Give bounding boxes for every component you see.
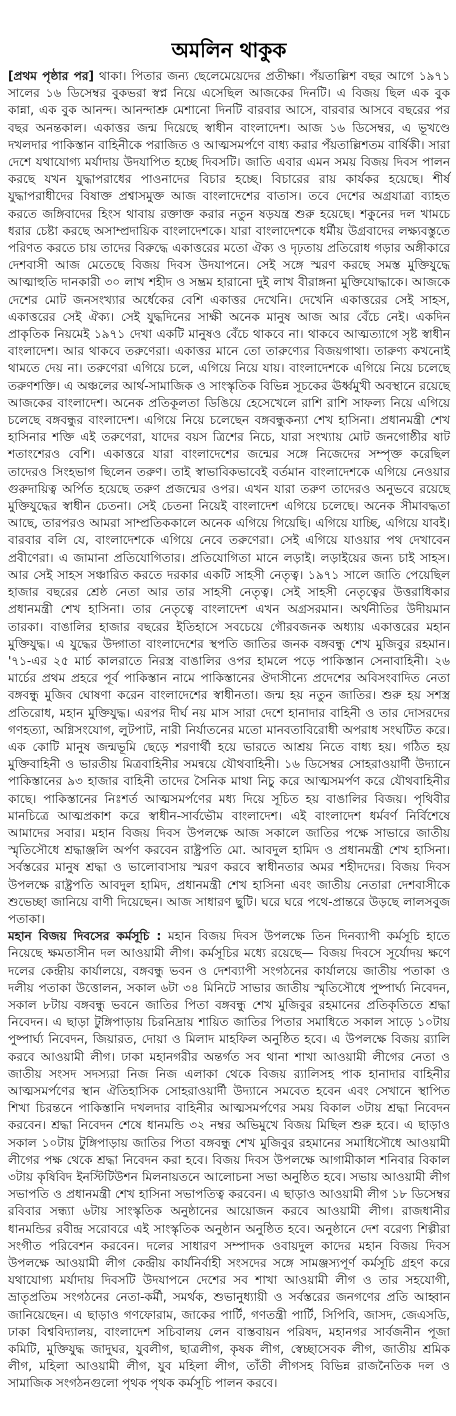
article-text-part2: মহান বিজয় দিবস উপলক্ষে তিন দিনব্যাপী কর্মসূচি হাতে নিয়েছে ক্ষমতাসীন দল আওয়ামী লীগ। কর্মসূচির মধ্যে রয়েছে— বিজয় দিবসে সূর্যোদয় ক্ষণে দলের কেন্দ্রীয় কার্যালয়ে, বঙ্গবন্ধু ভবন ও দেশব্যাপী সংগঠনের কার্যালয়ে জাতীয় পতাকা ও দলীয় পতাকা উত্তোলন, সকাল ৬টা ৩৪ মিনিটে সাভার জাতীয় স্মৃতিসৌধে পুষ্পার্ঘ্য নিবেদন, সকাল ৮টায় বঙ্গবন্ধু ভবনে জাতির পিতা বঙ্গবন্ধু শেখ মুজিবুর রহমানের প্রতিকৃতিতে শ্রদ্ধা নিবেদন। এ ছাড়া টুঙ্গিপাড়ায় চিরনিদ্রায় শায়িত জাতির পিতার সমাধিতে সকাল সাড়ে ১০টায় পুষ্পার্ঘ্য নিবেদন, জিয়ারত, দোয়া ও মিলাদ মাহফিল অনুষ্ঠিত হবে। এ উপলক্ষে বিজয় র‍্যালি করবে আওয়ামী লীগ। ঢাকা মহানগরীর অন্তর্গত সব থানা শাখা আওয়ামী লীগের নেতা ও জাতীয় সংসদ সদস্যরা নিজ নিজ এলাকা থেকে বিজয় র‍্যালিসহ পাক হানাদার বাহিনীর আত্মসমর্পণের স্থান ঐতিহাসিক সোহরাওয়ার্দী উদ্যানে সমবেত হবেন এবং সেখানে স্থাপিত শিখা চিরন্তনে পাকিস্তানি দখলদার বাহিনীর আত্মসমর্পণের সময় বিকাল ৩টায় শ্রদ্ধা নিবেদন করবেন। শ্রদ্ধা নিবেদন শেষে ধানমন্ডি ৩২ নম্বর অভিমুখে বিজয় মিছিল শুরু হবে। এ ছাড়াও সকাল ১০টায় টুঙ্গিপাড়ায় জাতির পিতা বঙ্গবন্ধু শেখ মুজিবুর রহমানের সমাধিসৌধে আওয়ামী লীগের পক্ষ থেকে শ্রদ্ধা নিবেদন করা হবে। বিজয় দিবস উপলক্ষে আগামীকাল শনিবার বিকাল ৩টায় কৃষিবিদ ইনস্টিটিউশন মিলনায়তনে আলোচনা সভা অনুষ্ঠিত হবে। সভায় আওয়ামী লীগ সভাপতি ও প্রধানমন্ত্রী শেখ হাসিনা সভাপতিত্ব করবেন। এ ছাড়াও আওয়ামী লীগ ১৮ ডিসেম্বর রবিবার সন্ধ্যা ৬টায় সাংস্কৃতিক অনুষ্ঠানের আয়োজন করবে আওয়ামী লীগ। রাজধানীর ধানমন্ডির রবীন্দ্র সরোবরে এই সাংস্কৃতিক অনুষ্ঠান অনুষ্ঠিত হবে। অনুষ্ঠানে দেশ বরেণ্য শিল্পীরা সংগীত পরিবেশন করবেন। দলের সাধারণ সম্পাদক ওবায়দুল কাদের মহান বিজয় দিবস উপলক্ষে আওয়ামী লীগ কেন্দ্রীয় কার্যনির্বাহী সংসদের সঙ্গে সামঞ্জস্যপূর্ণ কর্মসূচি গ্রহণ করে যথাযোগ্য মর্যাদায় দিবসটি উদযাপনে দেশের সব শাখা আওয়ামী লীগ ও তার সহযোগী, ভ্রাতৃপ্রতিম সংগঠনের নেতা-কর্মী, সমর্থক, শুভানুধ্যায়ী ও সর্বস্তরের জনগণের প্রতি আহ্বান জানিয়েছেন। এ ছাড়াও গণফোরাম, জাকের পার্টি, গণতন্ত্রী পার্টি, সিপিবি, জাসদ, জেএসডি, ঢাকা বিশ্ববিদ্যালয়, বাংলাদেশ সচিবালয় লেন বাস্তবায়ন পরিষদ, মহানগর সার্বজনীন পূজা কমিটি, মুক্তিযুদ্ধ জাদুঘর, যুবলীগ, ছাত্রলীগ, কৃষক লীগ, স্বেচ্ছাসেবক লীগ, জাতীয় শ্রমিক লীগ, মহিলা আওয়ামী লীগ, যুব মহিলা লীগ, তাঁতী লীগসহ বিভিন্ন রাজনৈতিক দল ও সামাজিক সংগঠনগুলো পৃথক পৃথক কর্মসূচি পালন করবে।: [8, 929, 450, 1391]
article-body: [8, 68, 450, 1393]
article-headline: অমলিন থাকুক: [171, 38, 287, 62]
article-paragraph-program: [8, 928, 450, 1392]
article-paragraph-main: [8, 68, 450, 928]
program-label: মহান বিজয় দিবসের কর্মসূচি :: [8, 929, 162, 944]
article-text-part1: থাকা। পিতার জন্য ছেলেমেয়েদের প্রতীক্ষা। পঁয়তাল্লিশ বছর আগে ১৯৭১ সালের ১৬ ডিসেম্বর বুকভরা স্বপ্ন নিয়ে এসেছিল আজকের দিনটি। এ বিজয় ছিল এক বুক কান্না, এক বুক আনন্দ। আনন্দাশ্রু মেশানো দিনটি বারবার আসে, বারবার আসবে বছরের পর বছর অনন্তকাল। একাত্তর জন্ম দিয়েছে স্বাধীন বাংলাদেশ। আজ ১৬ ডিসেম্বর, এ ভূখণ্ডে দখলদার পাকিস্তান বাহিনীকে পরাজিত ও আত্মসমর্পণে বাধ্য করার পঁয়তাল্লিশতম বার্ষিকী। সারা দেশে যথাযোগ্য মর্যাদায় উদযাপিত হচ্ছে দিবসটি। জাতি এবার এমন সময় বিজয় দিবস পালন করছে যখন যুদ্ধাপরাধের পাওনাদের বিচার হচ্ছে। বিচারের রায় কার্যকর হয়েছে। শীর্ষ যুদ্ধাপরাধীদের বিষাক্ত প্রশ্বাসমুক্ত আজ বাংলাদেশের বাতাস। তবে দেশের অগ্রযাত্রা ব্যাহত করতে জঙ্গিবাদের হিংস থাবায় রক্তাক্ত করার নতুন ষড়যন্ত্র শুরু হয়েছে। শকুনের দল খামচে ধরার চেষ্টা করছে অসাম্প্রদায়িক বাংলাদেশকে। যারা বাংলাদেশকে ধর্মীয় উগ্রবাদের লক্ষ্যবস্তুতে পরিণত করতে চায় তাদের বিরুদ্ধে একাত্তরের মতো ঐক্য ও দৃঢ়তায় প্রতিরোধ গড়ার অঙ্গীকারে দেশবাসী আজ মেতেছে বিজয় দিবস উদযাপনে। সেই সঙ্গে স্মরণ করছে সমস্ত মুক্তিযুদ্ধে আত্মাহুতি দানকারী ৩০ লাখ শহীদ ও সম্ভ্রম হারানো দুই লাখ বীরাঙ্গনা মুক্তিযোদ্ধাকে। আজকে দেশের মোট জনসংখ্যার অর্ধেকের বেশি একাত্তর দেখেনি। দেখেনি একাত্তরের সেই সাহস, একাত্তরের সেই ঐক্য। সেই যুদ্ধদিনের সাক্ষী অনেক মানুষ আজ আর বেঁচে নেই। একদিন প্রাকৃতিক নিয়মেই ১৯৭১ দেখা একটি মানুষও বেঁচে থাকবে না। থাকবে আত্মত্যাগে সৃষ্ট স্বাধীন বাংলাদেশ। আর থাকবে তরুণেরা। একাত্তর মানে তো তারুণ্যের বিজয়গাথা। তারুণ্য কখনোই থামতে দেয় না। তরুণেরা এগিয়ে চলে, এগিয়ে নিয়ে যায়। বাংলাদেশকে এগিয়ে নিয়ে চলেছে তরুণশক্তি। এ অঞ্চলের আর্থ-সামাজিক ও সাংস্কৃতিক বিভিন্ন সূচকের ঊর্ধ্বমুখী অবস্থানে রয়েছে আজকের বাংলাদেশ। অনেক প্রতিকূলতা ডিঙিয়ে হেসেখেলে রাশি রাশি সাফল্য নিয়ে এগিয়ে চলেছে বঙ্গবন্ধুর বাংলাদেশ। এগিয়ে নিয়ে চলেছেন বঙ্গবন্ধুকন্যা শেখ হাসিনা। প্রধানমন্ত্রী শেখ হাসিনার শক্তি এই তরুণেরা, যাদের বয়স ত্রিশের নিচে, যারা সংখ্যায় মোট জনগোষ্ঠীর ষাট শতাংশেরও বেশি। একাত্তরে যারা বাংলাদেশের জন্মের সঙ্গে নিজেদের সম্পৃক্ত করেছিল তাদেরও সিংহভাগ ছিলেন তরুণ। তাই স্বাভাবিকভাবেই বর্তমান বাংলাদেশকে এগিয়ে নেওয়ার গুরুদায়িত্ব অর্পিত হয়েছে তরুণ প্রজন্মের ওপর। এখন যারা তরুণ তাদেরও অনুভবে রয়েছে মুক্তিযুদ্ধের স্বাধীন চেতনা। সেই চেতনা নিয়েই বাংলাদেশ এগিয়ে চলেছে। অনেক সীমাবদ্ধতা আছে, তারপরও আমরা সাম্প্রতিককালে অনেক এগিয়ে গিয়েছি। এগিয়ে যাচ্ছি, এগিয়ে যাবই। বারবার বলি যে, বাংলাদেশকে এগিয়ে নেবে তরুণেরা। সেই এগিয়ে যাওয়ার পথ দেখাবেন প্রবীণেরা। এ জামানা প্রতিযোগিতার। প্রতিযোগিতা মানে লড়াই। লড়াইয়ের জন্য চাই সাহস। আর সেই সাহস সঞ্চারিত করতে দরকার একটি সাহসী নেতৃত্ব। ১৯৭১ সালে জাতি পেয়েছিল হাজার বছরের শ্রেষ্ঠ নেতা আর তার সাহসী নেতৃত্ব। সেই সাহসী নেতৃত্বের উত্তরাধিকার প্রধানমন্ত্রী শেখ হাসিনা। তার নেতৃত্বে বাংলাদেশ এখন অগ্রসরমান। অর্থনীতির উদীয়মান তারকা। বাঙালির হাজার বছরের ইতিহাসে সবচেয়ে গৌরবজনক অধ্যায় একাত্তরের মহান মুক্তিযুদ্ধ। এ যুদ্ধের উদ্গাতা বাংলাদেশের স্থপতি জাতির জনক বঙ্গবন্ধু শেখ মুজিবুর রহমান। '৭১-এর ২৫ মার্চ কালরাতে নিরস্ত্র বাঙালির ওপর হামলে পড়ে পাকিস্তান সেনাবাহিনী। ২৬ মার্চের প্রথম প্রহরে পূর্ব পাকিস্তান নামে পাকিস্তানের ঔদাসীন্যে প্রদেশের অবিসংবাদিত নেতা বঙ্গবন্ধু মুজিব ঘোষণা করেন বাংলাদেশের স্বাধীনতা। জন্ম হয় নতুন জাতির। শুরু হয় সশস্ত্র প্রতিরোধ, মহান মুক্তিযুদ্ধ। এরপর দীর্ঘ নয় মাস সারা দেশে হানাদার বাহিনী ও তার দোসরদের গণহত্যা, অগ্নিসংযোগ, লুটপাট, নারী নির্যাতনের মতো মানবতাবিরোধী অপরাধ সংঘটিত করে। এক কোটি মানুষ জন্মভূমি ছেড়ে শরণার্থী হয়ে ভারতে আশ্রয় নিতে বাধ্য হয়। গঠিত হয় মুক্তিবাহিনী ও ভারতীয় মিত্রবাহিনীর সমন্বয়ে যৌথবাহিনী। ১৬ ডিসেম্বর সোহরাওয়ার্দী উদ্যানে পাকিস্তানের ৯৩ হাজার বাহিনী তাদের সৈনিক মাথা নিচু করে আত্মসমর্পণ করে যৌথবাহিনীর কাছে। পাকিস্তানের নিঃশর্ত আত্মসমর্পণের মধ্য দিয়ে সূচিত হয় বাঙালির বিজয়। পৃথিবীর মানচিত্রে আত্মপ্রকাশ করে স্বাধীন-সার্বভৌম বাংলাদেশ। এই বাংলাদেশ ধর্মবর্ণ নির্বিশেষে আমাদের সবার। মহান বিজয় দিবস উপলক্ষে আজ সকালে জাতির পক্ষে সাভারে জাতীয় স্মৃতিসৌধে শ্রদ্ধাঞ্জলি অর্পণ করবেন রাষ্ট্রপতি মো. আবদুল হামিদ ও প্রধানমন্ত্রী শেখ হাসিনা। সর্বস্তরের মানুষ শ্রদ্ধা ও ভালোবাসায় স্মরণ করবে স্বাধীনতার অমর শহীদদের। বিজয় দিবস উপলক্ষে রাষ্ট্রপতি আবদুল হামিদ, প্রধানমন্ত্রী শেখ হাসিনা এবং জাতীয় নেতারা দেশবাসীকে শুভেচ্ছা জানিয়ে বাণী দিয়েছেন। আজ সাধারণ ছুটি। ঘরে ঘরে পথে-প্রান্তরে উড়ছে লালসবুজ পতাকা।: [8, 69, 450, 926]
continuation-label: [প্রথম পৃষ্ঠার পর]: [8, 69, 94, 83]
